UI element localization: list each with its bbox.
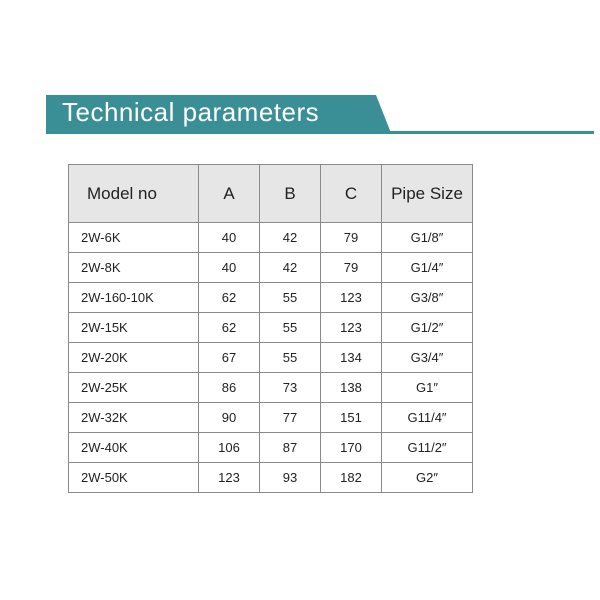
cell-pipe-size: G1/8″ (382, 223, 473, 253)
cell-a: 90 (199, 403, 260, 433)
cell-b: 42 (260, 253, 321, 283)
cell-b: 87 (260, 433, 321, 463)
cell-b: 73 (260, 373, 321, 403)
cell-model: 2W-32K (69, 403, 199, 433)
column-header-c: C (321, 165, 382, 223)
cell-model: 2W-25K (69, 373, 199, 403)
cell-c: 138 (321, 373, 382, 403)
cell-a: 67 (199, 343, 260, 373)
table-row (69, 283, 473, 313)
cell-c: 151 (321, 403, 382, 433)
column-header-model: Model no (69, 165, 199, 223)
cell-a: 123 (199, 463, 260, 493)
column-header-pipe-size: Pipe Size (382, 165, 473, 223)
cell-a: 40 (199, 253, 260, 283)
table-crop-mask (66, 503, 468, 543)
table-row (69, 373, 473, 403)
cell-model: 2W-20K (69, 343, 199, 373)
cell-pipe-size: G3/8″ (382, 283, 473, 313)
table-row (69, 313, 473, 343)
column-header-b: B (260, 165, 321, 223)
section-header-underline (46, 131, 594, 134)
cell-c: 79 (321, 253, 382, 283)
cell-b: 42 (260, 223, 321, 253)
table-row (69, 463, 473, 493)
table-row (69, 403, 473, 433)
cell-pipe-size: G11/4″ (382, 403, 473, 433)
cell-model: 2W-8K (69, 253, 199, 283)
cell-model: 2W-160-10K (69, 283, 199, 313)
cell-c: 123 (321, 283, 382, 313)
cell-c: 182 (321, 463, 382, 493)
table-row (69, 343, 473, 373)
cell-pipe-size: G1/4″ (382, 253, 473, 283)
cell-b: 55 (260, 283, 321, 313)
cell-model: 2W-15K (69, 313, 199, 343)
table-row (69, 223, 473, 253)
cell-a: 40 (199, 223, 260, 253)
cell-a: 86 (199, 373, 260, 403)
table-row (69, 433, 473, 463)
cell-b: 55 (260, 313, 321, 343)
cell-c: 123 (321, 313, 382, 343)
cell-a: 62 (199, 313, 260, 343)
table-row (69, 253, 473, 283)
section-title: Technical parameters (62, 97, 320, 127)
cell-pipe-size: G1/2″ (382, 313, 473, 343)
cell-pipe-size: G2″ (382, 463, 473, 493)
table-body (69, 223, 473, 493)
column-header-a: A (199, 165, 260, 223)
technical-parameters-table (68, 164, 473, 493)
cell-model: 2W-40K (69, 433, 199, 463)
cell-b: 77 (260, 403, 321, 433)
cell-c: 170 (321, 433, 382, 463)
cell-c: 134 (321, 343, 382, 373)
cell-pipe-size: G3/4″ (382, 343, 473, 373)
cell-model: 2W-6K (69, 223, 199, 253)
cell-model: 2W-50K (69, 463, 199, 493)
cell-b: 93 (260, 463, 321, 493)
cell-c: 79 (321, 223, 382, 253)
cell-a: 62 (199, 283, 260, 313)
cell-pipe-size: G1″ (382, 373, 473, 403)
cell-b: 55 (260, 343, 321, 373)
cell-pipe-size: G11/2″ (382, 433, 473, 463)
cell-a: 106 (199, 433, 260, 463)
table-header-row (69, 165, 473, 223)
